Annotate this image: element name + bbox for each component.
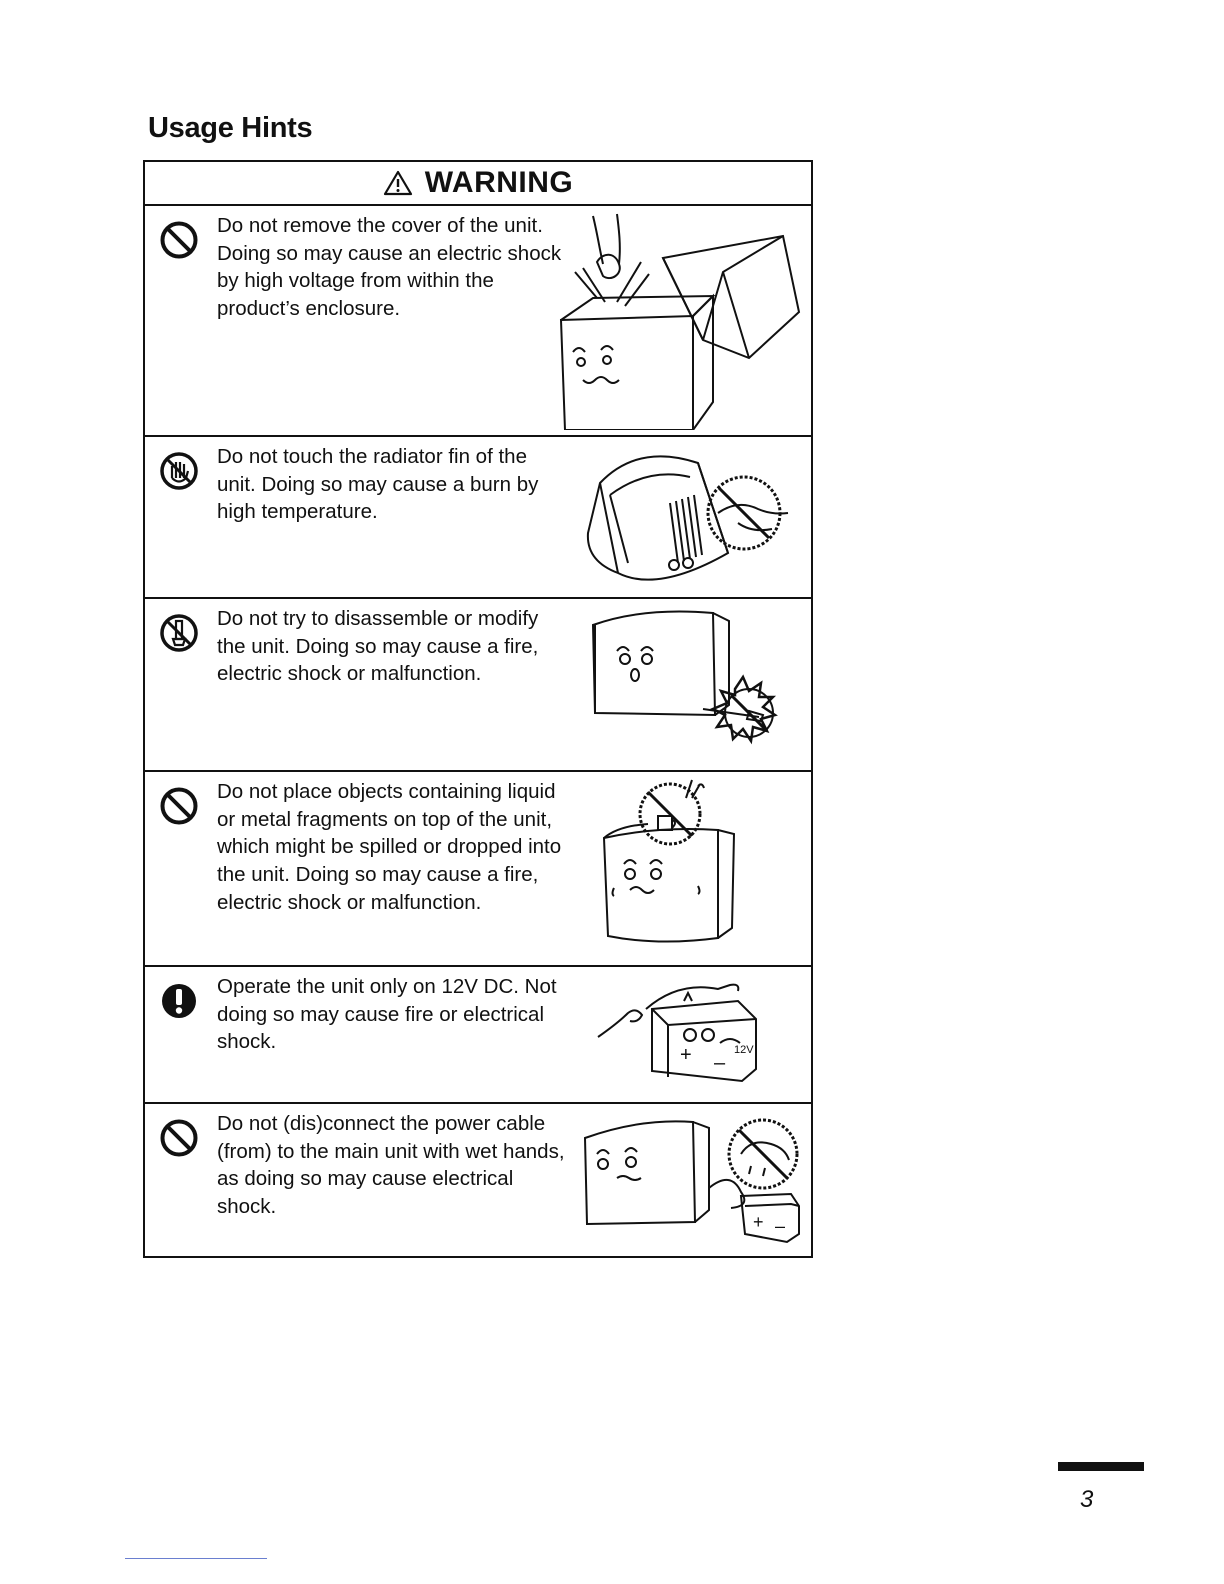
warning-title: WARNING [424, 166, 574, 199]
radiator-fin-illustration [578, 443, 803, 588]
warning-text: Do not try to disassemble or modify the unit. Doing so may cause a fire, electric shock or malfunction. [217, 607, 539, 686]
page-title: Usage Hints [148, 112, 313, 144]
warning-text: Do not remove the cover of the unit. Doing so may cause an electric shock by high voltage from within the product’s enclosure. [217, 214, 562, 321]
battery-voltage-label: 12V [734, 1044, 754, 1056]
warning-item [145, 437, 811, 599]
plus-label: + [753, 1212, 764, 1232]
page-number: 3 [1080, 1486, 1094, 1513]
warning-text: Do not (dis)connect the power cable (from) to the main unit with wet hands, as doing so may cause electrical shock. [217, 1112, 565, 1219]
cover-removal-illustration [553, 212, 803, 430]
minus-label: – [714, 1052, 726, 1074]
warning-text: Do not place objects containing liquid or metal fragments on top of the unit, which might be spilled or dropped into the unit. Doing so may cause a fire, electric shock or malfunction. [217, 780, 562, 914]
prohibition-icon [159, 786, 199, 826]
warning-text: Operate the unit only on 12V DC. Not doing so may cause fire or electrical shock. [217, 975, 557, 1054]
warning-item [145, 206, 811, 437]
warning-header [145, 162, 811, 206]
page-rule [1058, 1462, 1144, 1471]
warning-item [145, 967, 811, 1104]
plus-label: + [680, 1044, 692, 1066]
prohibition-icon [159, 220, 199, 260]
footer-line [125, 1558, 267, 1559]
warning-item [145, 599, 811, 772]
do-not-disassemble-icon [159, 613, 199, 653]
wet-hands-illustration [581, 1110, 803, 1252]
prohibition-icon [159, 1118, 199, 1158]
disassembly-illustration [583, 605, 803, 763]
warning-triangle-icon [383, 170, 413, 196]
warning-item [145, 1104, 811, 1256]
12v-battery-illustration [588, 973, 803, 1091]
mandatory-action-icon [159, 981, 199, 1021]
liquid-hazard-illustration [588, 778, 803, 953]
warning-box [143, 160, 813, 1258]
warning-item [145, 772, 811, 967]
warning-text: Do not touch the radiator fin of the unit. Doing so may cause a burn by high temperature. [217, 445, 539, 524]
minus-label: – [775, 1216, 786, 1236]
do-not-touch-icon [159, 451, 199, 491]
